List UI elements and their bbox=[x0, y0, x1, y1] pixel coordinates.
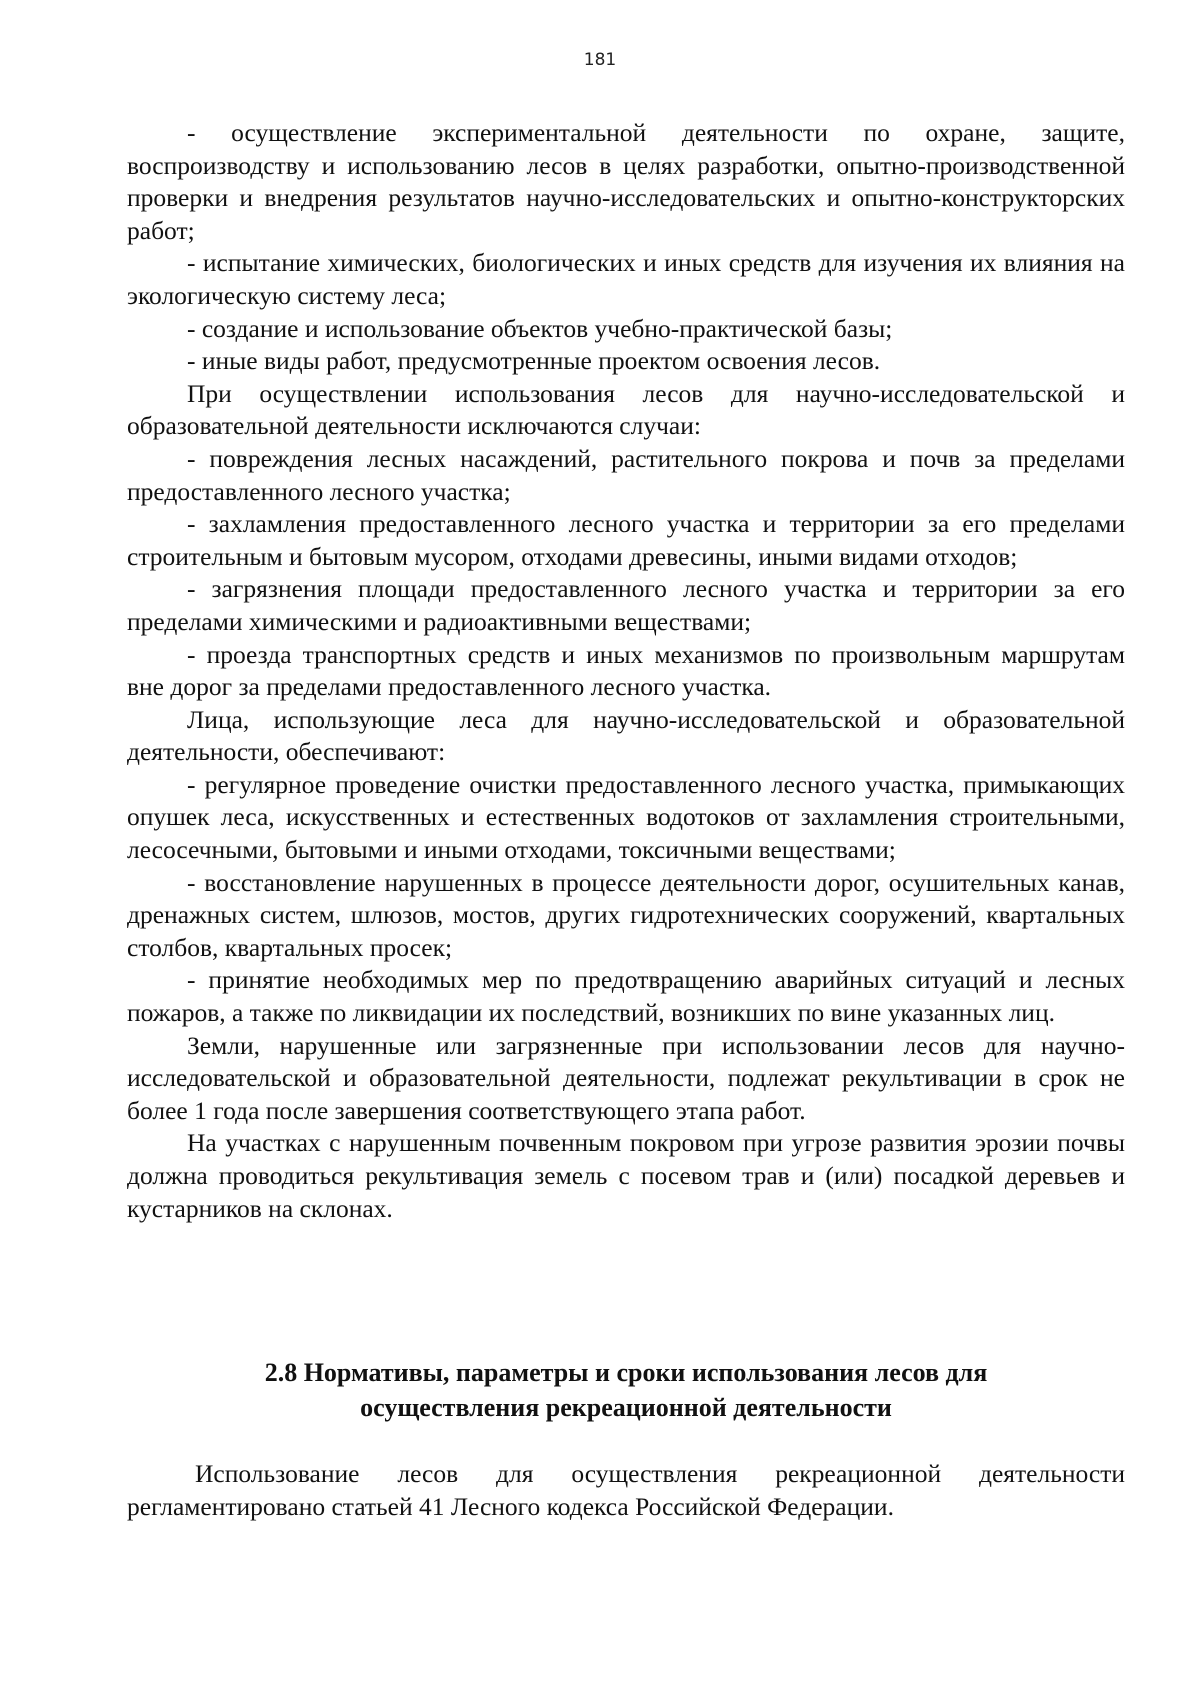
paragraph: - создание и использование объектов учебно-практической базы; bbox=[187, 313, 893, 343]
paragraph: Земли, нарушенные или загрязненные при использовании лесов для научно-исследовательской и образовательной деятельности, подлежат рекультивации в срок не более 1 года после завершения соответствующего этапа работ. bbox=[127, 1030, 1125, 1125]
paragraph: Использование лесов для осуществления рекреационной деятельности регламентировано статьей 41 Лесного кодекса Российской Федерации. bbox=[127, 1459, 1125, 1521]
paragraph: Лица, использующие леса для научно-исследовательской и образовательной деятельности, обеспечивают: bbox=[127, 704, 1125, 767]
paragraph: - загрязнения площади предоставленного лесного участка и территории за его пределами химическими и радиоактивными веществами; bbox=[127, 574, 1125, 636]
closing-text bbox=[127, 1458, 1125, 1523]
paragraph: - принятие необходимых мер по предотвращению аварийных ситуаций и лесных пожаров, а также по ликвидации их последствий, возникших по вине указанных лиц. bbox=[127, 965, 1125, 1028]
paragraph: - проезда транспортных средств и иных механизмов по произвольным маршрутам вне дорог за пределами предоставленного лесного участка. bbox=[127, 639, 1125, 702]
paragraph: - осуществление экспериментальной деятельности по охране, защите, воспроизводству и использованию лесов в целях разработки, опытно-производственной проверки и внедрения результатов научно-исследовательских и опытно-конструкторских работ; bbox=[127, 118, 1125, 245]
section-heading-line: осуществления рекреационной деятельности bbox=[360, 1393, 892, 1422]
paragraph: - иные виды работ, предусмотренные проектом освоения лесов. bbox=[187, 346, 881, 376]
paragraph: - восстановление нарушенных в процессе деятельности дорог, осушительных канав, дренажных систем, шлюзов, мостов, других гидротехнических сооружений, квартальных столбов, квартальных просек; bbox=[127, 867, 1125, 962]
paragraph: - захламления предоставленного лесного участка и территории за его пределами строительным и бытовым мусором, отходами древесины, иными видами отходов; bbox=[127, 509, 1125, 571]
paragraph: На участках с нарушенным почвенным покровом при угрозе развития эрозии почвы должна проводиться рекультивация земель с посевом трав и (или) посадкой деревьев и кустарников на склонах. bbox=[127, 1128, 1125, 1223]
section-heading-line: 2.8 Нормативы, параметры и сроки использования лесов для bbox=[264, 1358, 988, 1387]
paragraph: - регулярное проведение очистки предоставленного лесного участка, примыкающих опушек леса, искусственных и естественных водотоков от захламления строительными, лесосечными, бытовыми и иными отходами, токсичными веществами; bbox=[127, 769, 1125, 865]
section-heading bbox=[127, 1355, 1125, 1425]
page-number: 181 bbox=[583, 50, 617, 70]
paragraph: - повреждения лесных насаждений, растительного покрова и почв за пределами предоставленного лесного участка; bbox=[127, 443, 1125, 506]
paragraph: - испытание химических, биологических и иных средств для изучения их влияния на экологическую систему леса; bbox=[127, 248, 1125, 310]
body-text bbox=[127, 117, 1125, 1225]
paragraph: При осуществлении использования лесов для научно-исследовательской и образовательной деятельности исключаются случаи: bbox=[127, 378, 1125, 441]
